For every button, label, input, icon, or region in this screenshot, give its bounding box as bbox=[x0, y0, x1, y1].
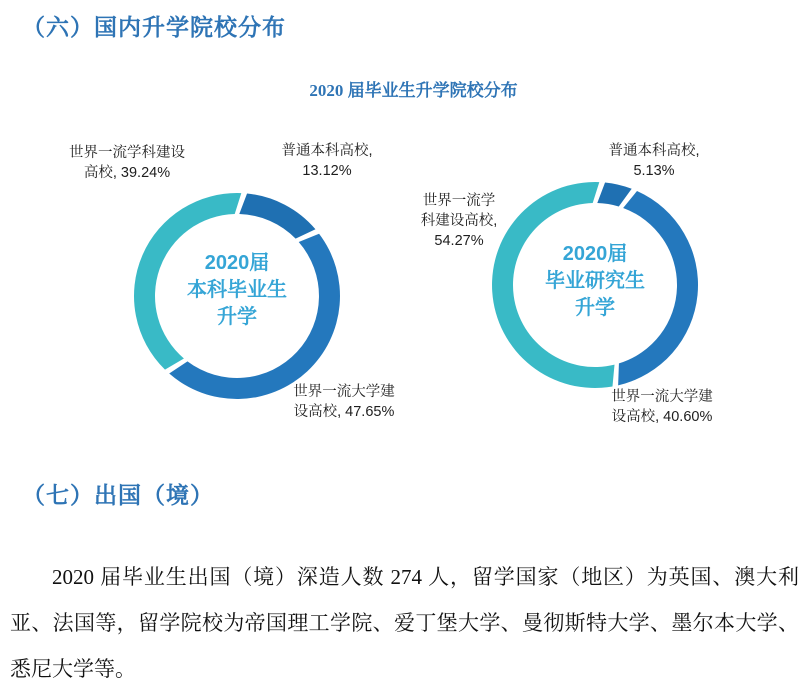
center-line: 毕业研究生 bbox=[545, 269, 645, 292]
label-line: 普通本科高校, bbox=[281, 143, 373, 159]
center-line: 本科毕业生 bbox=[187, 278, 287, 301]
pie-label-ordinary-university-grad bbox=[574, 141, 734, 181]
label-line: 设高校, 47.65% bbox=[293, 404, 395, 420]
center-line: 2020届 bbox=[562, 242, 628, 265]
pie-label-first-class-discipline-undergrad bbox=[37, 143, 217, 183]
label-line: 普通本科高校, bbox=[608, 143, 700, 159]
donut-segment-普通本科高校 bbox=[597, 182, 631, 206]
label-line: 设高校, 40.60% bbox=[611, 409, 713, 425]
pie-label-ordinary-university-undergrad bbox=[247, 141, 407, 181]
label-line: 54.27% bbox=[434, 233, 484, 249]
section6-heading: （六）国内升学院校分布 bbox=[22, 14, 286, 40]
pie-label-first-class-discipline-grad bbox=[399, 191, 519, 251]
label-line: 13.12% bbox=[302, 163, 352, 179]
center-line: 升学 bbox=[217, 305, 257, 328]
donut-segment-世界一流大学建设高校 bbox=[169, 234, 340, 399]
donut-chart-graduate bbox=[490, 180, 700, 390]
chart-title: 2020 届毕业生升学院校分布 bbox=[309, 81, 518, 100]
label-line: 世界一流学 bbox=[422, 193, 496, 209]
label-line: 世界一流大学建 bbox=[611, 389, 713, 405]
pie-label-first-class-university-undergrad bbox=[269, 382, 419, 422]
donut-segment-普通本科高校 bbox=[239, 193, 315, 238]
label-line: 世界一流大学建 bbox=[293, 384, 395, 400]
study-abroad-paragraph: 2020 届毕业生出国（境）深造人数 274 人，留学国家（地区）为英国、澳大利亚、法国等，留学院校为帝国理工学院、爱丁堡大学、曼彻斯特大学、墨尔本大学、悉尼大学等。 bbox=[10, 565, 799, 681]
donut-chart-undergraduate bbox=[132, 191, 342, 401]
donut-segment-世界一流大学建设高校 bbox=[618, 191, 698, 385]
label-line: 世界一流学科建设 bbox=[69, 145, 185, 161]
pie-label-first-class-university-grad bbox=[584, 387, 740, 427]
label-line: 科建设高校, bbox=[420, 213, 498, 229]
center-line: 升学 bbox=[575, 296, 615, 319]
donut-segment-世界一流学科建设高校 bbox=[134, 193, 241, 370]
label-line: 高校, 39.24% bbox=[83, 165, 171, 181]
center-line: 2020届 bbox=[204, 251, 270, 274]
section7-heading: （七）出国（境） bbox=[22, 482, 214, 508]
label-line: 5.13% bbox=[633, 163, 675, 179]
